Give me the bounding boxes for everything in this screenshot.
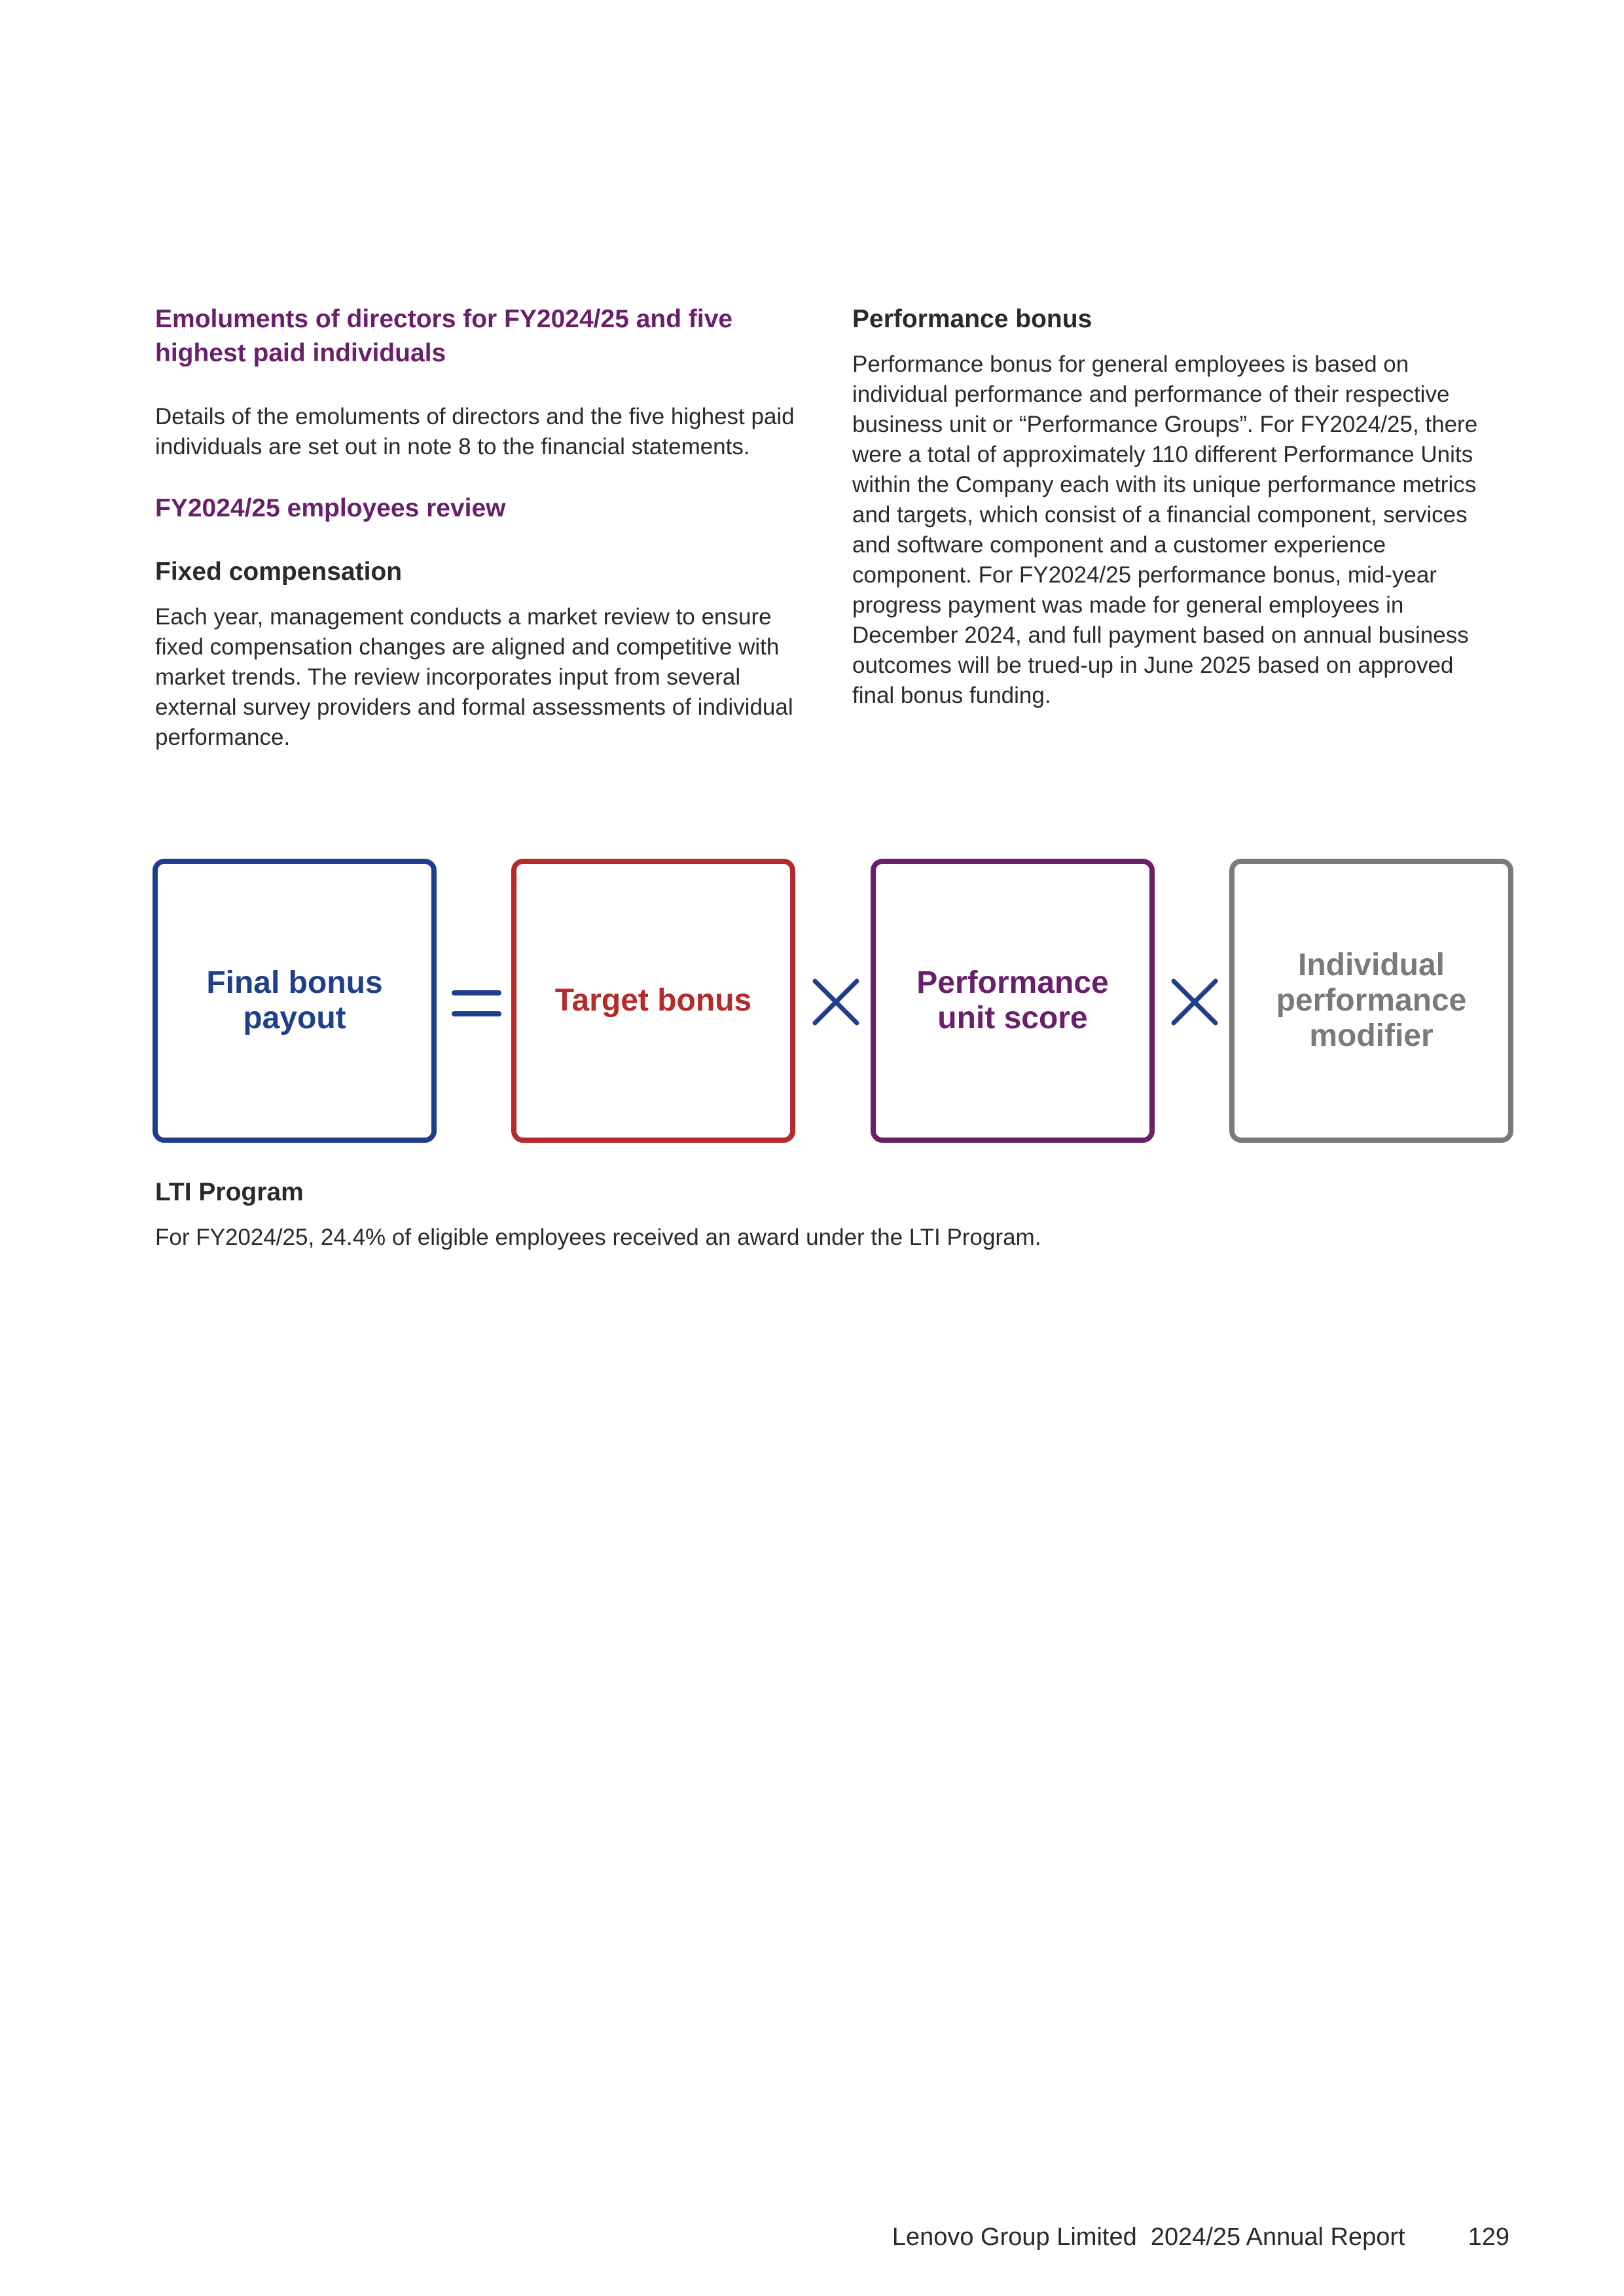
review-heading: FY2024/25 employees review [155, 494, 506, 522]
lti-heading: LTI Program [155, 1178, 304, 1206]
target-bonus-label: Target bonus [554, 983, 752, 1018]
performance-unit-score-label: Performance unit score [916, 965, 1109, 1035]
final-bonus-label: Final bonus payout [206, 965, 383, 1035]
performance-bonus-heading: Performance bonus [852, 305, 1092, 333]
page-number: 129 [1468, 2223, 1509, 2251]
lti-text: For FY2024/25, 24.4% of eligible employees received an award under the LTI Program. [155, 1225, 1041, 1250]
emoluments-text: Details of the emoluments of directors and the five highest paid individuals are set out in note 8 to the financial statements. [155, 404, 795, 459]
page-footer [892, 2221, 1509, 2253]
lti-section [155, 1175, 1464, 1253]
bonus-formula-diagram [153, 859, 1514, 1143]
emoluments-heading: Emoluments of directors for FY2024/25 and five highest paid individuals [155, 305, 733, 367]
performance-bonus-text: Performance bonus for general employees is based on individual performance and performance of their respective business unit or “Performance Groups”. For FY2024/25, there were a total of approximately 110 different Performance Units within the Company each with its unique performance metrics and targets, which consist of a financial component, services and software component and a customer experience component. For FY2024/25 performance bonus, mid-year progress payment was made for general employees in December 2024, and full payment based on annual business outcomes will be trued-up in June 2025 based on approved final bonus funding. [852, 351, 1478, 708]
multiply-icon [1170, 977, 1219, 1027]
left-column [155, 302, 823, 753]
individual-modifier-box [1229, 859, 1513, 1143]
performance-unit-score-box [871, 859, 1155, 1143]
fixed-compensation-text: Each year, management conducts a market review to ensure fixed compensation changes are aligned and competitive with market trends. The review incorporates input from several external survey providers and formal assessments of individual performance. [155, 604, 793, 750]
target-bonus-box [511, 859, 795, 1143]
equals-icon [452, 977, 501, 1027]
fixed-compensation-heading: Fixed compensation [155, 558, 403, 586]
individual-modifier-label: Individual performance modifier [1276, 948, 1467, 1053]
multiply-icon [811, 977, 861, 1027]
right-column [852, 302, 1494, 711]
final-bonus-box [153, 859, 437, 1143]
footer-publication: Lenovo Group Limited 2024/25 Annual Report [892, 2223, 1405, 2251]
